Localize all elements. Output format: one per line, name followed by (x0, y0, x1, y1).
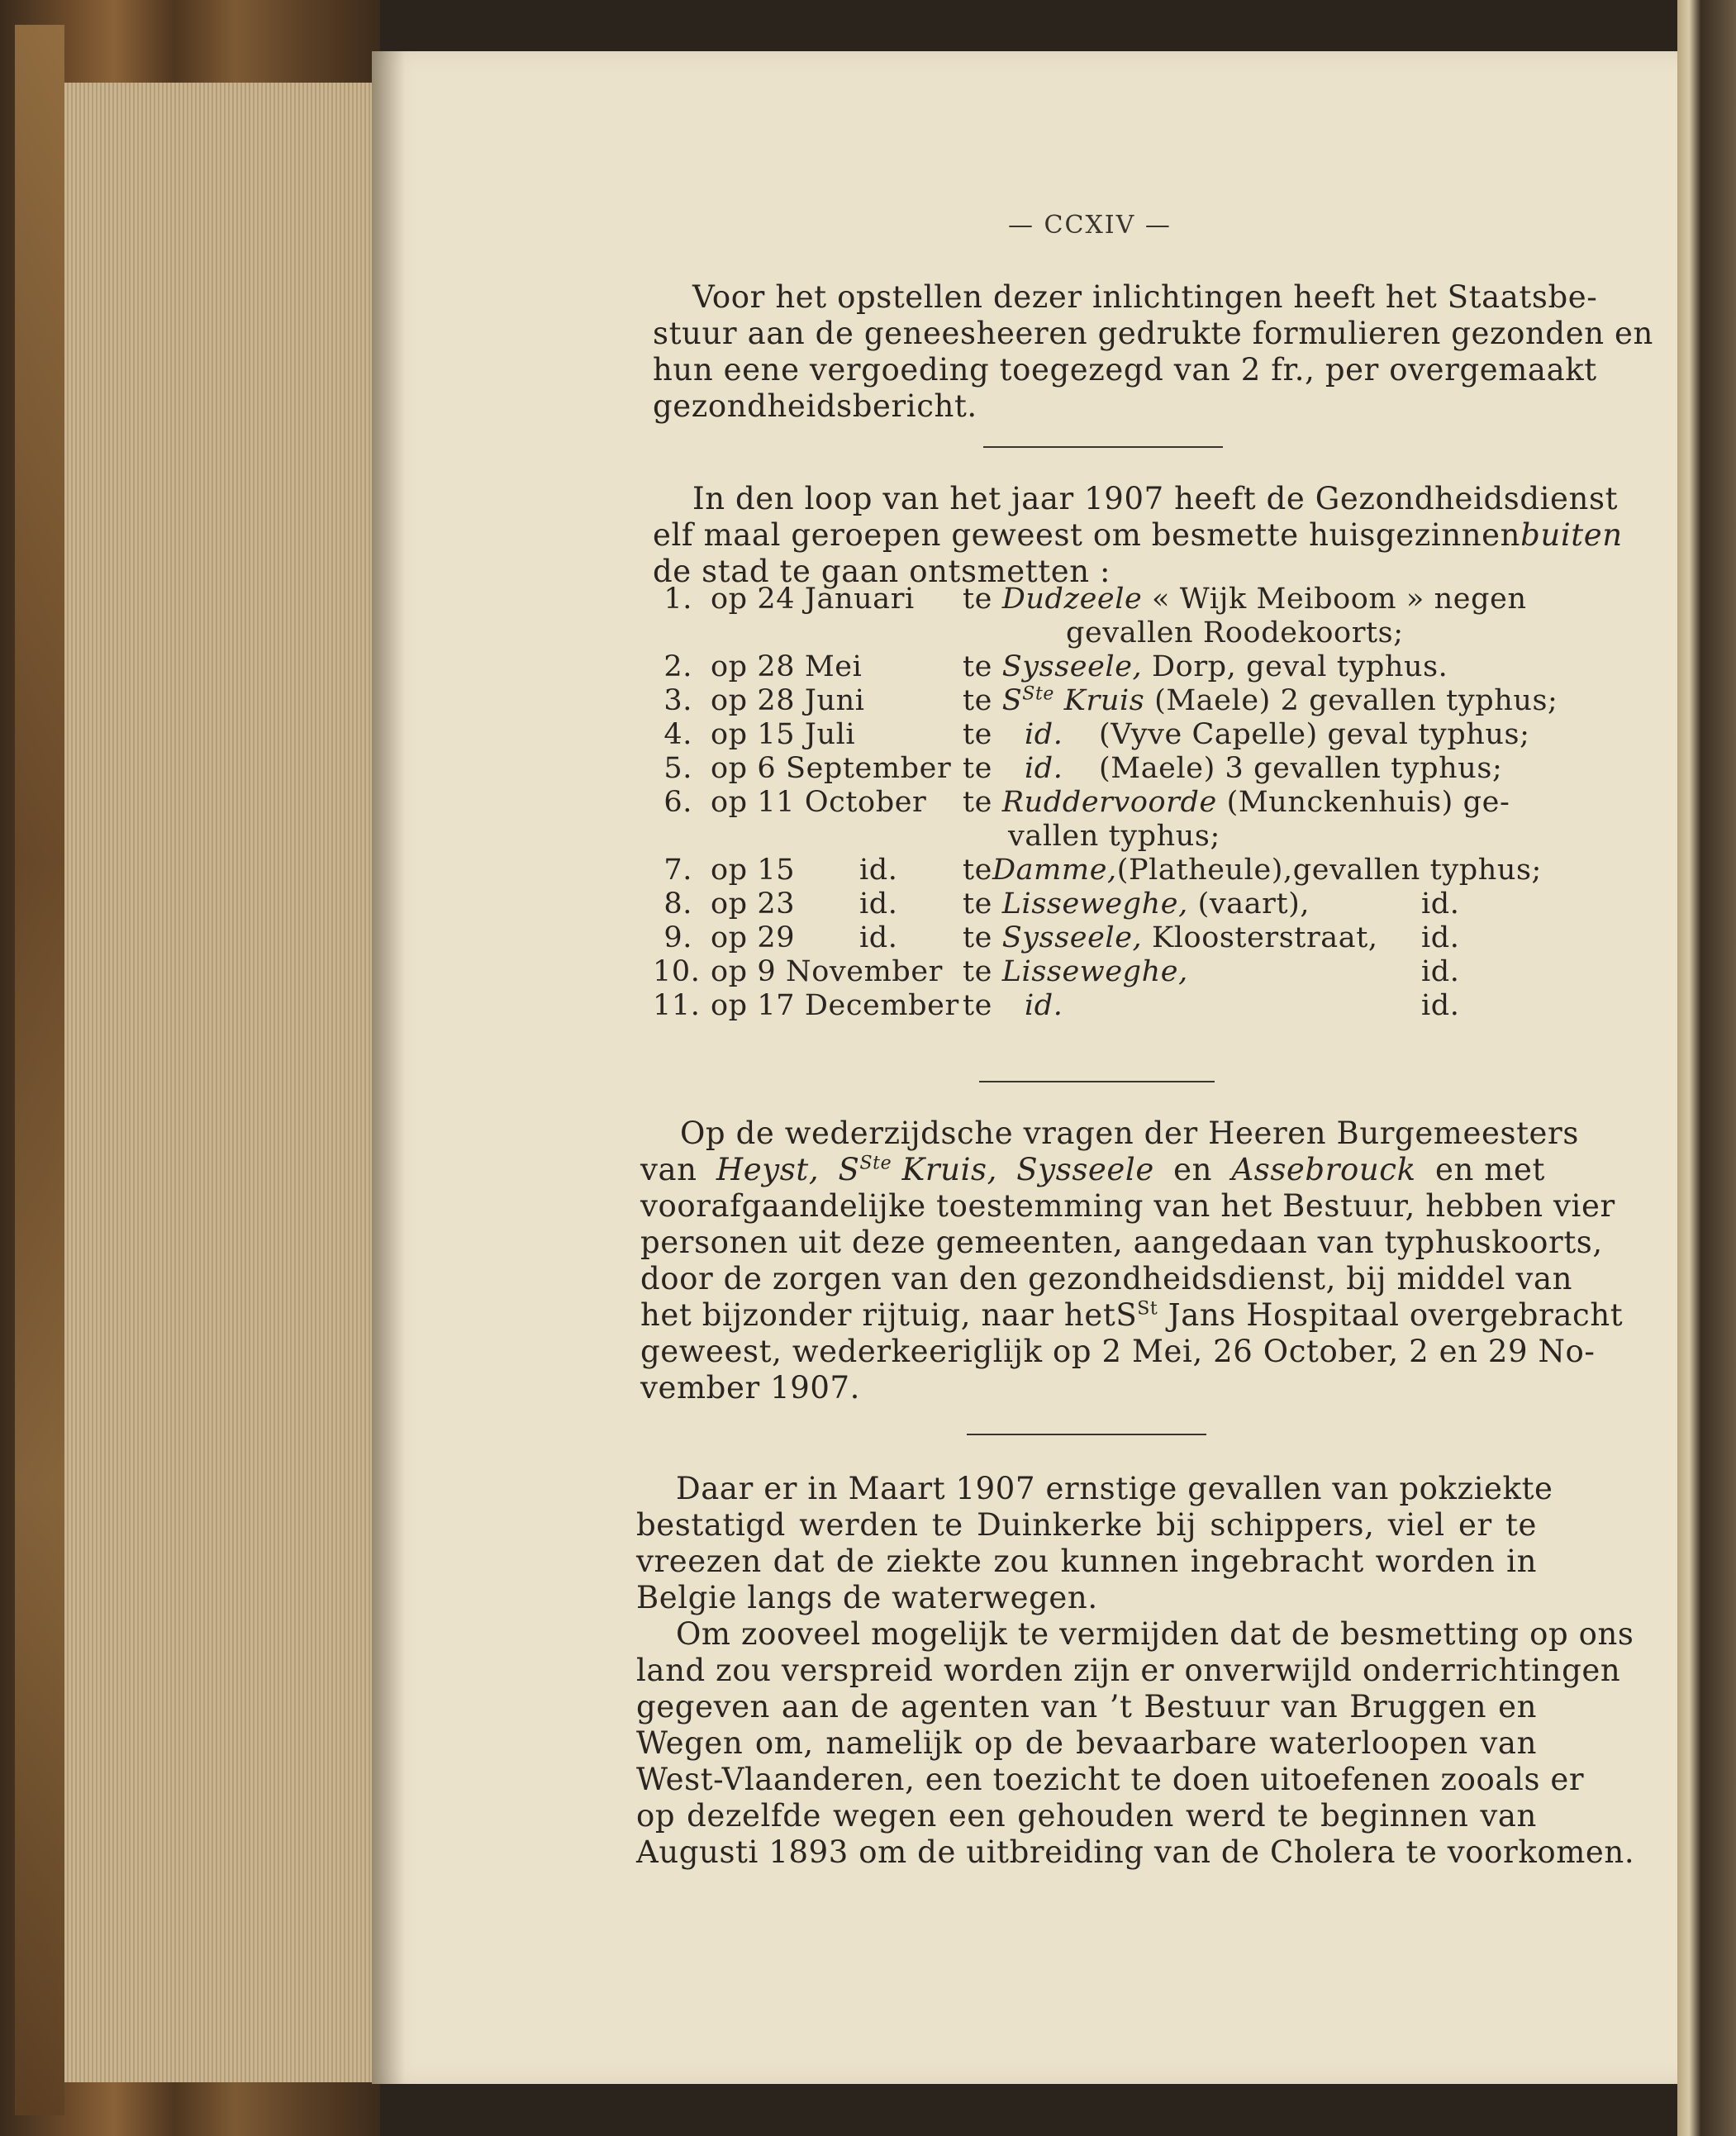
item-date: op 28 Juni (711, 684, 865, 717)
place-name: Sysseele (1016, 1152, 1154, 1187)
text-fragment: van (640, 1152, 697, 1187)
item-detail: Kloosterstraat, (1151, 921, 1378, 954)
page-edges (64, 83, 382, 2082)
item-continuation: gevallen Roodekoorts; (1066, 616, 1404, 649)
text-line: bestatigd werden te Duinkerke bij schippers, viel er te (636, 1507, 1537, 1543)
id-marker: id. (1421, 887, 1460, 921)
item-place-line (963, 954, 1188, 990)
item-detail: (Maele) 3 gevallen typhus; (1099, 752, 1503, 785)
list-item (653, 683, 1558, 717)
list-item-continuation (653, 818, 1553, 852)
paragraph-2 (653, 481, 1623, 590)
place-name: Sysseele, (1001, 650, 1143, 683)
item-place-line (963, 649, 1448, 685)
text-line: gegeven aan de agenten van ’t Bestuur van Bruggen en (636, 1689, 1537, 1724)
item-place-line (963, 852, 1542, 888)
text-line: vreezen dat de ziekte zou kunnen ingebracht worden in (636, 1544, 1537, 1579)
text-line: land zou verspreid worden zijn er onverwijld onderrichtingen (636, 1653, 1621, 1688)
place-name: Ruddervoorde (1001, 786, 1217, 819)
text-fragment: Jans Hospitaal overgebracht (1168, 1297, 1624, 1333)
item-detail: « Wijk Meiboom » negen (1152, 583, 1527, 616)
text-line (653, 517, 1623, 554)
place-name: Dudzeele (1001, 583, 1143, 616)
te-word: te (963, 684, 992, 717)
item-number: 9. (663, 921, 692, 954)
text-line (640, 1297, 1624, 1334)
item-place-line (963, 683, 1558, 719)
text-line: Om zooveel mogelijk te vermijden dat de besmetting op ons (676, 1616, 1634, 1652)
superscript: Ste (859, 1153, 892, 1174)
item-date: op 9 November (711, 955, 944, 988)
text-line: vember 1907. (640, 1370, 861, 1406)
item-date: op 11 October (711, 786, 927, 819)
list-item (653, 954, 1553, 987)
superscript: St (1137, 1298, 1158, 1320)
text-line: Augusti 1893 om de uitbreiding van de Cholera te voorkomen. (636, 1834, 1635, 1870)
text-line: Voor het opstellen dezer inlichtingen heeft het Staatsbe- (692, 279, 1598, 315)
item-number: 7. (663, 854, 692, 887)
item-date: op 17 December (711, 989, 959, 1022)
item-date: op 15 Juli (711, 718, 856, 751)
place-name: Heyst, (716, 1152, 820, 1187)
paragraph-3 (640, 1116, 1624, 1406)
item-place-line (963, 920, 1378, 956)
te-word: te (963, 989, 992, 1022)
place-name: Lisseweghe, (1001, 955, 1188, 988)
id-marker: id. (1421, 921, 1460, 954)
cover-edge (15, 25, 64, 2115)
te-word: te (963, 786, 992, 819)
item-number: 1. (663, 583, 692, 616)
item-detail: (Platheule),gevallen typhus; (1116, 854, 1542, 887)
list-item (653, 784, 1553, 818)
list-item (653, 987, 1553, 1021)
item-number: 5. (663, 752, 692, 785)
place-name: Assebrouck (1231, 1152, 1416, 1187)
text-fragment: en (1173, 1152, 1213, 1187)
te-word: te (963, 650, 992, 683)
te-word: te (963, 583, 992, 616)
section-rule (983, 446, 1223, 448)
text-line: West-Vlaanderen, een toezicht te doen uitoefenen zooals er (636, 1762, 1585, 1797)
item-continuation: vallen typhus; (1008, 820, 1220, 853)
id-marker: id. (1421, 955, 1460, 988)
item-place-line (963, 581, 1527, 617)
list-item (653, 649, 1553, 683)
item-number: 11. (653, 989, 701, 1022)
list-item (653, 852, 1553, 886)
text-line: door de zorgen van den gezondheidsdienst, bij middel van (640, 1261, 1573, 1296)
id-marker: id. (859, 921, 898, 954)
place-name: $S^{Ste}$ Kruis (1001, 683, 1145, 717)
item-date: op 23 (711, 887, 796, 921)
superscript: Ste (1022, 683, 1055, 705)
text-fragment: elf maal geroepen geweest om besmette huisgezinnen (653, 517, 1521, 553)
te-word: te (963, 955, 992, 988)
te-word: te (963, 887, 992, 921)
place-name: Sysseele, (1001, 921, 1143, 954)
text-fragment: $S^{St}$ Jans Hospitaal overgebracht (1115, 1297, 1624, 1333)
paragraph-1 (653, 279, 1653, 425)
place-name: id. (1025, 718, 1063, 751)
id-marker: id. (1421, 989, 1460, 1022)
item-place-line (963, 784, 1510, 821)
item-place-line (963, 886, 1310, 922)
place-name: $S^{Ste}$ Kruis, (838, 1152, 997, 1187)
te-word: te (963, 718, 992, 751)
item-number: 4. (663, 718, 692, 751)
item-number: 3. (663, 684, 692, 717)
text-line: de stad te gaan ontsmetten : (653, 554, 1111, 589)
id-marker: id. (859, 887, 898, 921)
text-line: Belgie langs de waterwegen. (636, 1580, 1098, 1615)
text-line: geweest, wederkeeriglijk op 2 Mei, 26 October, 2 en 29 No- (640, 1334, 1596, 1369)
item-number: 2. (663, 650, 692, 683)
list-item (653, 920, 1553, 954)
item-number: 8. (663, 887, 692, 921)
te-word: te (963, 752, 992, 785)
te-word: te (963, 921, 992, 954)
section-rule (979, 1081, 1215, 1082)
item-detail: (Munckenhuis) ge- (1226, 786, 1510, 819)
next-page-edge (1677, 0, 1736, 2136)
text-line: gezondheidsbericht. (653, 388, 977, 424)
list-item (653, 581, 1553, 615)
place-name: id. (1025, 752, 1063, 785)
item-date: op 15 (711, 854, 796, 887)
paragraph-4 (636, 1471, 1553, 1616)
text-line: op dezelfde wegen een gehouden werd te beginnen van (636, 1798, 1537, 1834)
gutter-shade (372, 51, 405, 2084)
item-number: 10. (653, 955, 701, 988)
item-number: 6. (663, 786, 692, 819)
text-line: Wegen om, namelijk op de bevaarbare waterloopen van (636, 1725, 1537, 1761)
place-name-part: Kruis, (901, 1152, 997, 1187)
section-rule (967, 1434, 1206, 1435)
item-date: op 6 September (711, 752, 952, 785)
text-line: voorafgaandelijke toestemming van het Bestuur, hebben vier (640, 1188, 1615, 1224)
item-detail: (Maele) 2 gevallen typhus; (1154, 684, 1558, 717)
place-name: Damme, (992, 854, 1117, 887)
disinfection-list (653, 581, 1558, 1022)
text-fragment: en met (1434, 1152, 1545, 1187)
list-item (653, 716, 1553, 750)
text-line: Op de wederzijdsche vragen der Heeren Burgemeesters (680, 1116, 1579, 1151)
place-name: Lisseweghe, (1001, 887, 1188, 921)
text-line: hun eene vergoeding toegezegd van 2 fr., per overgemaakt (653, 352, 1597, 388)
text-line: In den loop van het jaar 1907 heeft de Gezondheidsdienst (692, 481, 1619, 516)
id-marker: id. (859, 854, 898, 887)
list-item (653, 886, 1553, 920)
list-item-continuation (653, 615, 1553, 649)
list-item (653, 750, 1553, 784)
text-line: personen uit deze gemeenten, aangedaan van typhuskoorts, (640, 1225, 1603, 1260)
italic-word: buiten (1520, 517, 1623, 553)
text-line (640, 1152, 1545, 1188)
text-fragment: het bijzonder rijtuig, naar het (640, 1297, 1116, 1333)
place-name: id. (1025, 989, 1063, 1022)
item-date: op 28 Mei (711, 650, 863, 683)
running-head: — CCXIV — (1008, 211, 1172, 240)
te-word: te (963, 854, 992, 887)
paragraph-5 (636, 1616, 1635, 1871)
item-date: op 29 (711, 921, 796, 954)
place-name-part: Kruis (1063, 684, 1145, 717)
item-date: op 24 Januari (711, 583, 915, 616)
item-detail: Dorp, geval typhus. (1151, 650, 1448, 683)
item-detail: (Vyve Capelle) geval typhus; (1099, 718, 1530, 751)
item-detail: (vaart), (1197, 887, 1310, 921)
text-line: Daar er in Maart 1907 ernstige gevallen van pokziekte (676, 1471, 1553, 1506)
text-line: stuur aan de geneesheeren gedrukte formulieren gezonden en (653, 316, 1653, 351)
